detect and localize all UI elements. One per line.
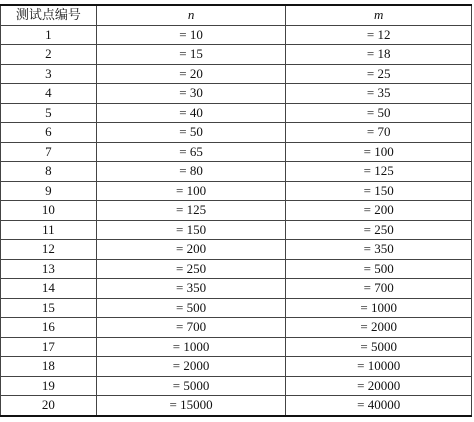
table-row [1,298,472,318]
test-point-table [0,4,472,417]
cell-test-point-id: 3 [1,64,97,84]
table-row [1,279,472,299]
cell-test-point-id: 10 [1,201,97,221]
cell-n: = 50 [96,123,286,143]
cell-n: = 700 [96,318,286,338]
header-n: n [96,5,286,25]
cell-n: = 150 [96,220,286,240]
cell-m: = 12 [286,25,472,45]
cell-n: = 125 [96,201,286,221]
cell-n: = 30 [96,84,286,104]
cell-m: = 700 [286,279,472,299]
table-row [1,357,472,377]
cell-test-point-id: 20 [1,396,97,416]
cell-n: = 500 [96,298,286,318]
table-row [1,220,472,240]
cell-m: = 10000 [286,357,472,377]
cell-test-point-id: 9 [1,181,97,201]
cell-m: = 70 [286,123,472,143]
table-row [1,123,472,143]
cell-m: = 25 [286,64,472,84]
cell-m: = 1000 [286,298,472,318]
cell-test-point-id: 12 [1,240,97,260]
table-row [1,142,472,162]
header-m: m [286,5,472,25]
table-row [1,201,472,221]
table-header [1,5,472,25]
cell-n: = 200 [96,240,286,260]
table-row [1,337,472,357]
cell-m: = 350 [286,240,472,260]
cell-m: = 250 [286,220,472,240]
cell-n: = 5000 [96,376,286,396]
header-row [1,5,472,25]
cell-test-point-id: 18 [1,357,97,377]
cell-test-point-id: 8 [1,162,97,182]
cell-n: = 20 [96,64,286,84]
cell-test-point-id: 17 [1,337,97,357]
cell-test-point-id: 2 [1,45,97,65]
table-row [1,103,472,123]
cell-n: = 250 [96,259,286,279]
cell-n: = 2000 [96,357,286,377]
cell-m: = 125 [286,162,472,182]
table-row [1,318,472,338]
cell-test-point-id: 5 [1,103,97,123]
table-row [1,240,472,260]
cell-m: = 20000 [286,376,472,396]
cell-m: = 100 [286,142,472,162]
cell-m: = 200 [286,201,472,221]
table-row [1,45,472,65]
cell-m: = 150 [286,181,472,201]
cell-m: = 40000 [286,396,472,416]
table-row [1,25,472,45]
cell-test-point-id: 7 [1,142,97,162]
cell-m: = 5000 [286,337,472,357]
cell-test-point-id: 1 [1,25,97,45]
cell-m: = 50 [286,103,472,123]
cell-m: = 2000 [286,318,472,338]
cell-test-point-id: 16 [1,318,97,338]
table-row [1,396,472,416]
table-row [1,162,472,182]
cell-n: = 15 [96,45,286,65]
cell-n: = 40 [96,103,286,123]
cell-m: = 500 [286,259,472,279]
cell-n: = 65 [96,142,286,162]
cell-test-point-id: 15 [1,298,97,318]
cell-n: = 100 [96,181,286,201]
cell-test-point-id: 14 [1,279,97,299]
cell-n: = 15000 [96,396,286,416]
cell-n: = 80 [96,162,286,182]
table-row [1,64,472,84]
table-row [1,84,472,104]
table-row [1,376,472,396]
cell-test-point-id: 4 [1,84,97,104]
cell-test-point-id: 11 [1,220,97,240]
cell-test-point-id: 13 [1,259,97,279]
cell-test-point-id: 19 [1,376,97,396]
cell-test-point-id: 6 [1,123,97,143]
table-body [1,25,472,416]
table-row [1,181,472,201]
cell-n: = 1000 [96,337,286,357]
cell-m: = 18 [286,45,472,65]
table-row [1,259,472,279]
cell-m: = 35 [286,84,472,104]
cell-n: = 10 [96,25,286,45]
cell-n: = 350 [96,279,286,299]
header-test-point-id: 测试点编号 [1,5,97,25]
